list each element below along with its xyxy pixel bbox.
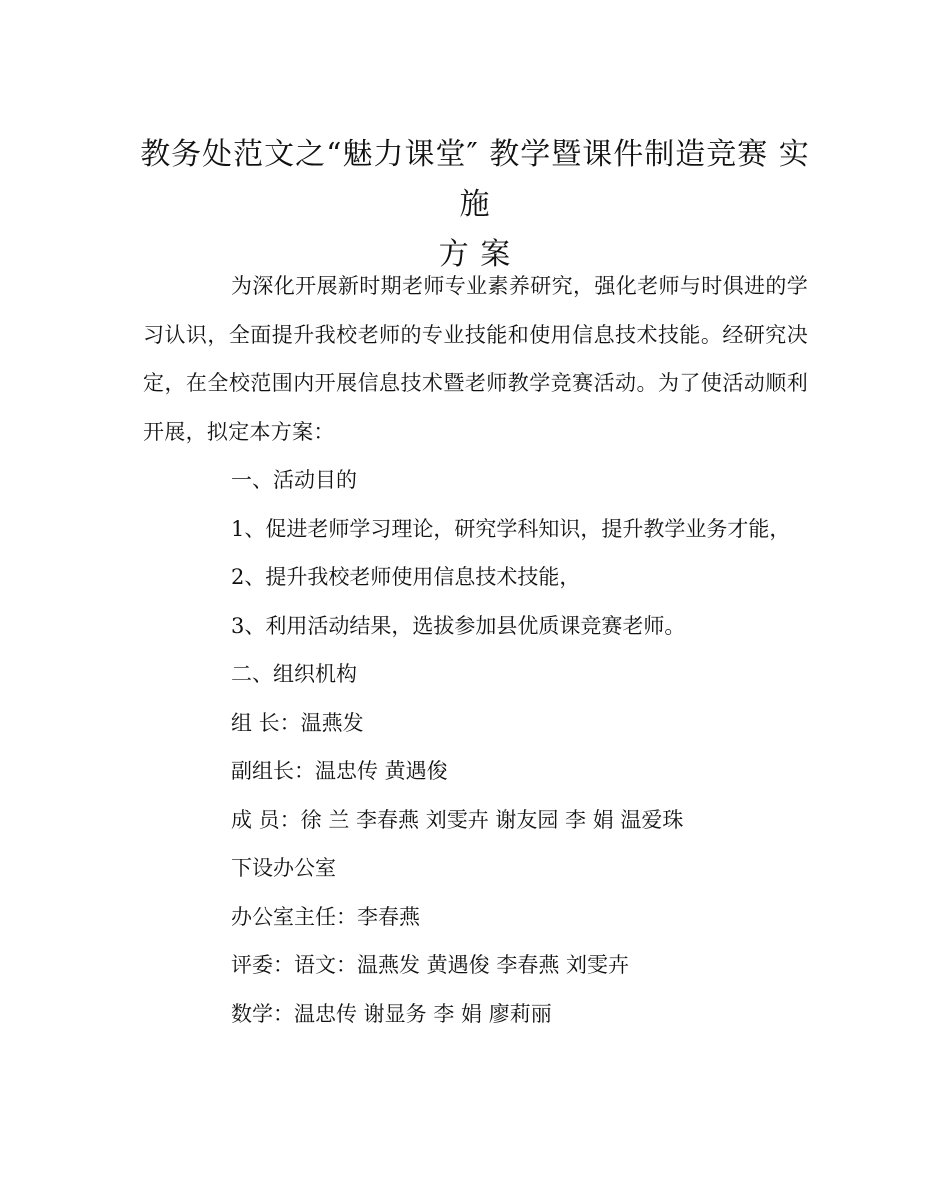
org-members: 成 员：徐 兰 李春燕 刘雯卉 谢友园 李 娟 温爱珠 <box>231 807 684 832</box>
purpose-item-3: 3、利用活动结果，选拔参加县优质课竞赛老师。 <box>231 613 686 638</box>
purpose-item-2: 2、提升我校老师使用信息技术技能， <box>231 565 581 589</box>
document-body <box>143 262 808 1038</box>
intro-paragraph: 为深化开展新时期老师专业素养研究，强化老师与时俱进的学习认识，全面提升我校老师的专业技能和使用信息技术技能。经研究决定，在全校范围内开展信息技术暨老师教学竞赛活动。为了使活动顺利开展，拟定本方案： <box>143 274 808 444</box>
title-line-1: 教务处范文之“魅力课堂″ 教学暨课件制造竞赛 实 施 <box>140 137 810 222</box>
org-office-director: 办公室主任：李春燕 <box>231 904 420 929</box>
org-leader: 组 长：温燕发 <box>231 710 364 735</box>
document-title <box>130 130 820 280</box>
section-heading-purpose: 一、活动目的 <box>231 468 357 492</box>
judges-chinese: 评委：语文：温燕发 黄遇俊 李春燕 刘雯卉 <box>231 953 630 977</box>
org-office: 下设办公室 <box>231 856 336 880</box>
org-deputy-leader: 副组长：温忠传 黄遇俊 <box>231 759 448 783</box>
purpose-item-1: 1、促进老师学习理论，研究学科知识，提升教学业务才能， <box>231 516 791 541</box>
judges-math: 数学：温忠传 谢显务 李 娟 廖莉丽 <box>231 1001 552 1026</box>
section-heading-organization: 二、组织机构 <box>231 662 357 686</box>
title-line-2: 方 案 <box>438 237 512 272</box>
